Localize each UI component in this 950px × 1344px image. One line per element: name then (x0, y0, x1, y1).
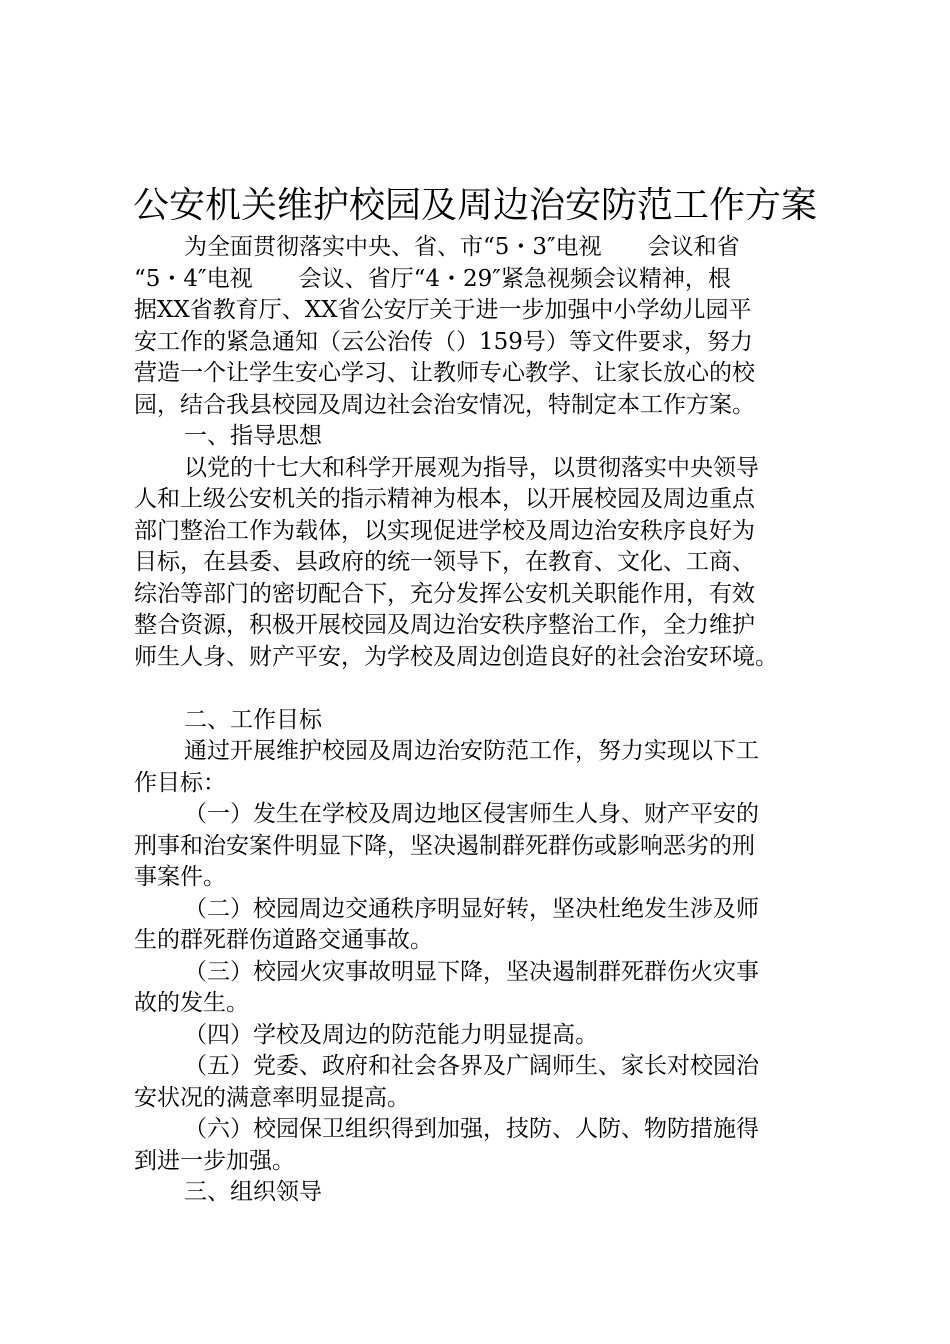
body-line: 人和上级公安机关的指示精神为根本，以开展校园及周边重点 (134, 486, 755, 512)
body-line: 为全面贯彻落实中央、省、市“5・3″电视 会议和省 (184, 234, 740, 260)
body-line: 一、指导思想 (184, 423, 322, 449)
document-title: 公安机关维护校园及周边治安防范工作方案 (132, 185, 817, 226)
body-line: （六）校园保卫组织得到加强，技防、人防、物防措施得 (184, 1116, 759, 1142)
body-line: 故的发生。 (134, 990, 249, 1016)
body-line: （三）校园火灾事故明显下降，坚决遏制群死群伤火灾事 (184, 958, 759, 985)
body-line: （二）校园周边交通秩序明显好转，坚决杜绝发生涉及师 (184, 895, 759, 922)
body-line: 营造一个让学生安心学习、让教师专心教学、让家长放心的校 (134, 360, 755, 386)
body-line: 据XX省教育厅、XX省公安厅关于进一步加强中小学幼儿园平 (134, 297, 752, 323)
body-line: 事案件。 (134, 864, 226, 890)
body-line: 师生人身、财产平安，为学校及周边创造良好的社会治安环境。 (134, 643, 778, 670)
blank-line (134, 673, 824, 705)
body-line: （一）发生在学校及周边地区侵害师生人身、财产平安的 (184, 801, 759, 827)
body-line: 到进一步加强。 (134, 1147, 295, 1174)
body-line: 通过开展维护校园及周边治安防范工作，努力实现以下工 (184, 738, 759, 764)
body-line: 整合资源，积极开展校园及周边治安秩序整治工作，全力维护 (134, 612, 755, 638)
body-line: 安工作的紧急通知（云公治传（）159号）等文件要求，努力 (134, 328, 753, 355)
body-line: 综治等部门的密切配合下，充分发挥公安机关职能作用，有效 (134, 580, 755, 607)
body-line: 三、组织领导 (184, 1179, 322, 1205)
body-line: 刑事和治安案件明显下降，坚决遏制群死群伤或影响恶劣的刑 (134, 832, 755, 859)
body-line: 生的群死群伤道路交通事故。 (134, 927, 433, 953)
body-line: “5・4″电视 会议、省厅“4・29″紧急视频会议精神，根 (134, 265, 731, 292)
body-line: 目标，在县委、县政府的统一领导下，在教育、文化、工商、 (134, 549, 755, 575)
body-line: 安状况的满意率明显提高。 (134, 1084, 410, 1111)
body-line: （五）党委、政府和社会各界及广阔师生、家长对校园治 (184, 1053, 759, 1079)
body-line: 作目标： (134, 769, 226, 796)
body-line: 园，结合我县校园及周边社会治安情况，特制定本工作方案。 (134, 391, 755, 418)
body-line: 部门整治工作为载体，以实现促进学校及周边治安秩序良好为 (134, 517, 755, 544)
body-line: 以党的十七大和科学开展观为指导，以贯彻落实中央领导 (184, 454, 759, 481)
body-line: 二、工作目标 (184, 706, 322, 733)
body-line: （四）学校及周边的防范能力明显提高。 (184, 1021, 598, 1048)
document-body (134, 232, 824, 1209)
